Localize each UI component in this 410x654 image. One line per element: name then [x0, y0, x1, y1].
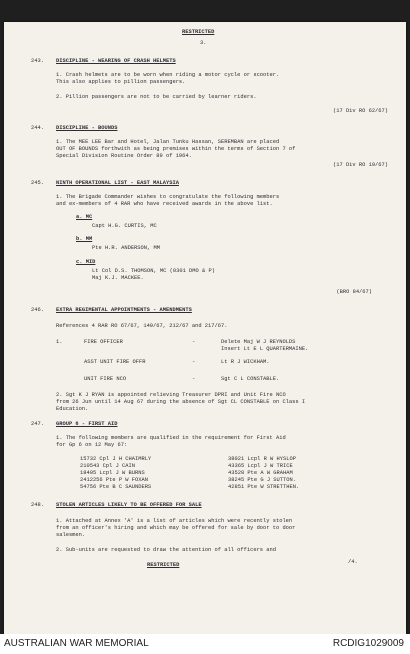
- reference: (17 Div RO 19/67): [333, 162, 388, 168]
- member-row: 15732 Cpl J H CHAIMRLY: [80, 456, 152, 462]
- award-label: c. MID: [76, 259, 96, 265]
- member-row: 42851 Pte W STRETTHEN.: [228, 484, 300, 490]
- member-row: 210543 Cpl J CAIN: [80, 463, 135, 469]
- appointment-value: Insert Lt E L QUARTERMAINE.: [221, 346, 309, 352]
- award-recipient: Pte H.R. ANDERSON, MM: [92, 245, 160, 251]
- section-number: 243.: [31, 58, 44, 64]
- member-row: 38245 Pte G J SUTTON.: [228, 477, 296, 483]
- award-recipient: Capt H.G. CURTIS, MC: [92, 223, 157, 229]
- section-title: STOLEN ARTICLES LIKELY TO BE OFFERED FOR SALE: [56, 502, 202, 508]
- paragraph-line: 1. The MEE LEE Bar and Hotel, Jalan Tunku Hassan, SEREMBAN are placed: [56, 139, 280, 145]
- paragraph-line: 1. Crash helmets are to be worn when riding a motor cycle or scooter.: [56, 72, 280, 78]
- dash: -: [192, 376, 196, 382]
- dash: -: [192, 359, 196, 365]
- dash: -: [192, 339, 196, 345]
- paragraph-line: Education.: [56, 406, 89, 412]
- archive-id: RCDIG1029009: [332, 638, 404, 649]
- appointment-title: UNIT FIRE NCO: [84, 376, 127, 382]
- paragraph-line: from 26 Jun until 14 Aug 67 during the absence of Sgt CL CONSTABLE on Class I: [56, 399, 306, 405]
- paragraph-line: Special Division Routine Order 89 of 1964.: [56, 153, 192, 159]
- award-recipient: Lt Col D.S. THOMSON, MC (0301 DMO & P): [92, 268, 215, 274]
- paragraph-line: References 4 RAR RO 67/67, 149/67, 212/67 and 217/67.: [56, 323, 228, 329]
- paragraph-line: This also applies to pillion passengers.: [56, 79, 186, 85]
- page-number: 3.: [200, 40, 207, 46]
- member-row: 43365 Lcpl J W TRICE: [228, 463, 293, 469]
- member-row: 43528 Pte A W GRAHAM: [228, 470, 293, 476]
- member-row: 18405 Lcpl J W BURNS: [80, 470, 145, 476]
- appointment-title: ASST UNIT FIRE OFFR: [84, 359, 146, 365]
- section-title: EXTRA REGIMENTAL APPOINTMENTS - AMENDMENTS: [56, 307, 192, 313]
- section-number: 248.: [31, 502, 44, 508]
- member-row: 2412256 Pte P W FOXAN: [80, 477, 148, 483]
- paragraph-line: salesmen.: [56, 532, 86, 538]
- paragraph-line: 2. Sub-units are requested to draw the attention of all officers and: [56, 547, 276, 553]
- section-title: DISCIPLINE - BOUNDS: [56, 125, 118, 131]
- paragraph-line: 2. Sgt K J RYAN is appointed relieving Treasurer DPRI and Unit Fire NCO: [56, 392, 286, 398]
- appointment-title: FIRE OFFICER: [84, 339, 123, 345]
- award-label: b. MM: [76, 236, 93, 242]
- member-row: 38021 Lcpl R W HYSLOP: [228, 456, 296, 462]
- appointment-value: Sgt C L CONSTABLE.: [221, 376, 280, 382]
- section-title: GROUP 6 - FIRST AID: [56, 421, 118, 427]
- award-label: a. MC: [76, 214, 93, 220]
- section-title: NINTH OPERATIONAL LIST - EAST MALAYSIA: [56, 180, 179, 186]
- archive-name: AUSTRALIAN WAR MEMORIAL: [4, 638, 149, 649]
- appointment-value: Delete Maj W J REYNOLDS: [221, 339, 296, 345]
- classification-footer: RESTRICTED: [147, 562, 180, 568]
- paragraph-line: for Gp 6 on 12 May 67:: [56, 442, 128, 448]
- paragraph-line: 2. Pillion passengers are not to be carried by learner riders.: [56, 94, 257, 100]
- paragraph-line: 1. The following members are qualified in the requirement for First Aid: [56, 435, 286, 441]
- section-number: 245.: [31, 180, 44, 186]
- item-number: 1.: [56, 339, 63, 345]
- paragraph-line: 1. Attached at Annex 'A' is a list of articles which were recently stolen: [56, 518, 293, 524]
- paragraph-line: OUT OF BOUNDS forthwith as being premises within the terms of Section 7 of: [56, 146, 296, 152]
- paragraph-line: and ex-members of 4 RAR who have received awards in the above list.: [56, 201, 273, 207]
- section-number: 244.: [31, 125, 44, 131]
- paragraph-line: 1. The Brigade Commander wishes to congratulate the following members: [56, 194, 280, 200]
- archive-footer: [0, 634, 410, 654]
- award-recipient: Maj K.J. MACKEE.: [92, 275, 144, 281]
- continuation-marker: /4.: [348, 559, 358, 565]
- appointment-value: Lt R J WICKHAM.: [221, 359, 270, 365]
- document-page: [4, 22, 406, 634]
- reference: (17 Div RO 62/67): [333, 108, 388, 114]
- section-number: 247.: [31, 421, 44, 427]
- classification-header: RESTRICTED: [182, 29, 215, 35]
- section-number: 246.: [31, 307, 44, 313]
- member-row: 54756 Pte B C SAUNDERS: [80, 484, 152, 490]
- reference: (BRO 84/67): [336, 289, 372, 295]
- section-title: DISCIPLINE - WEARING OF CRASH HELMETS: [56, 58, 176, 64]
- paragraph-line: from an officer's hiring and which may be offered for sale by door to door: [56, 525, 296, 531]
